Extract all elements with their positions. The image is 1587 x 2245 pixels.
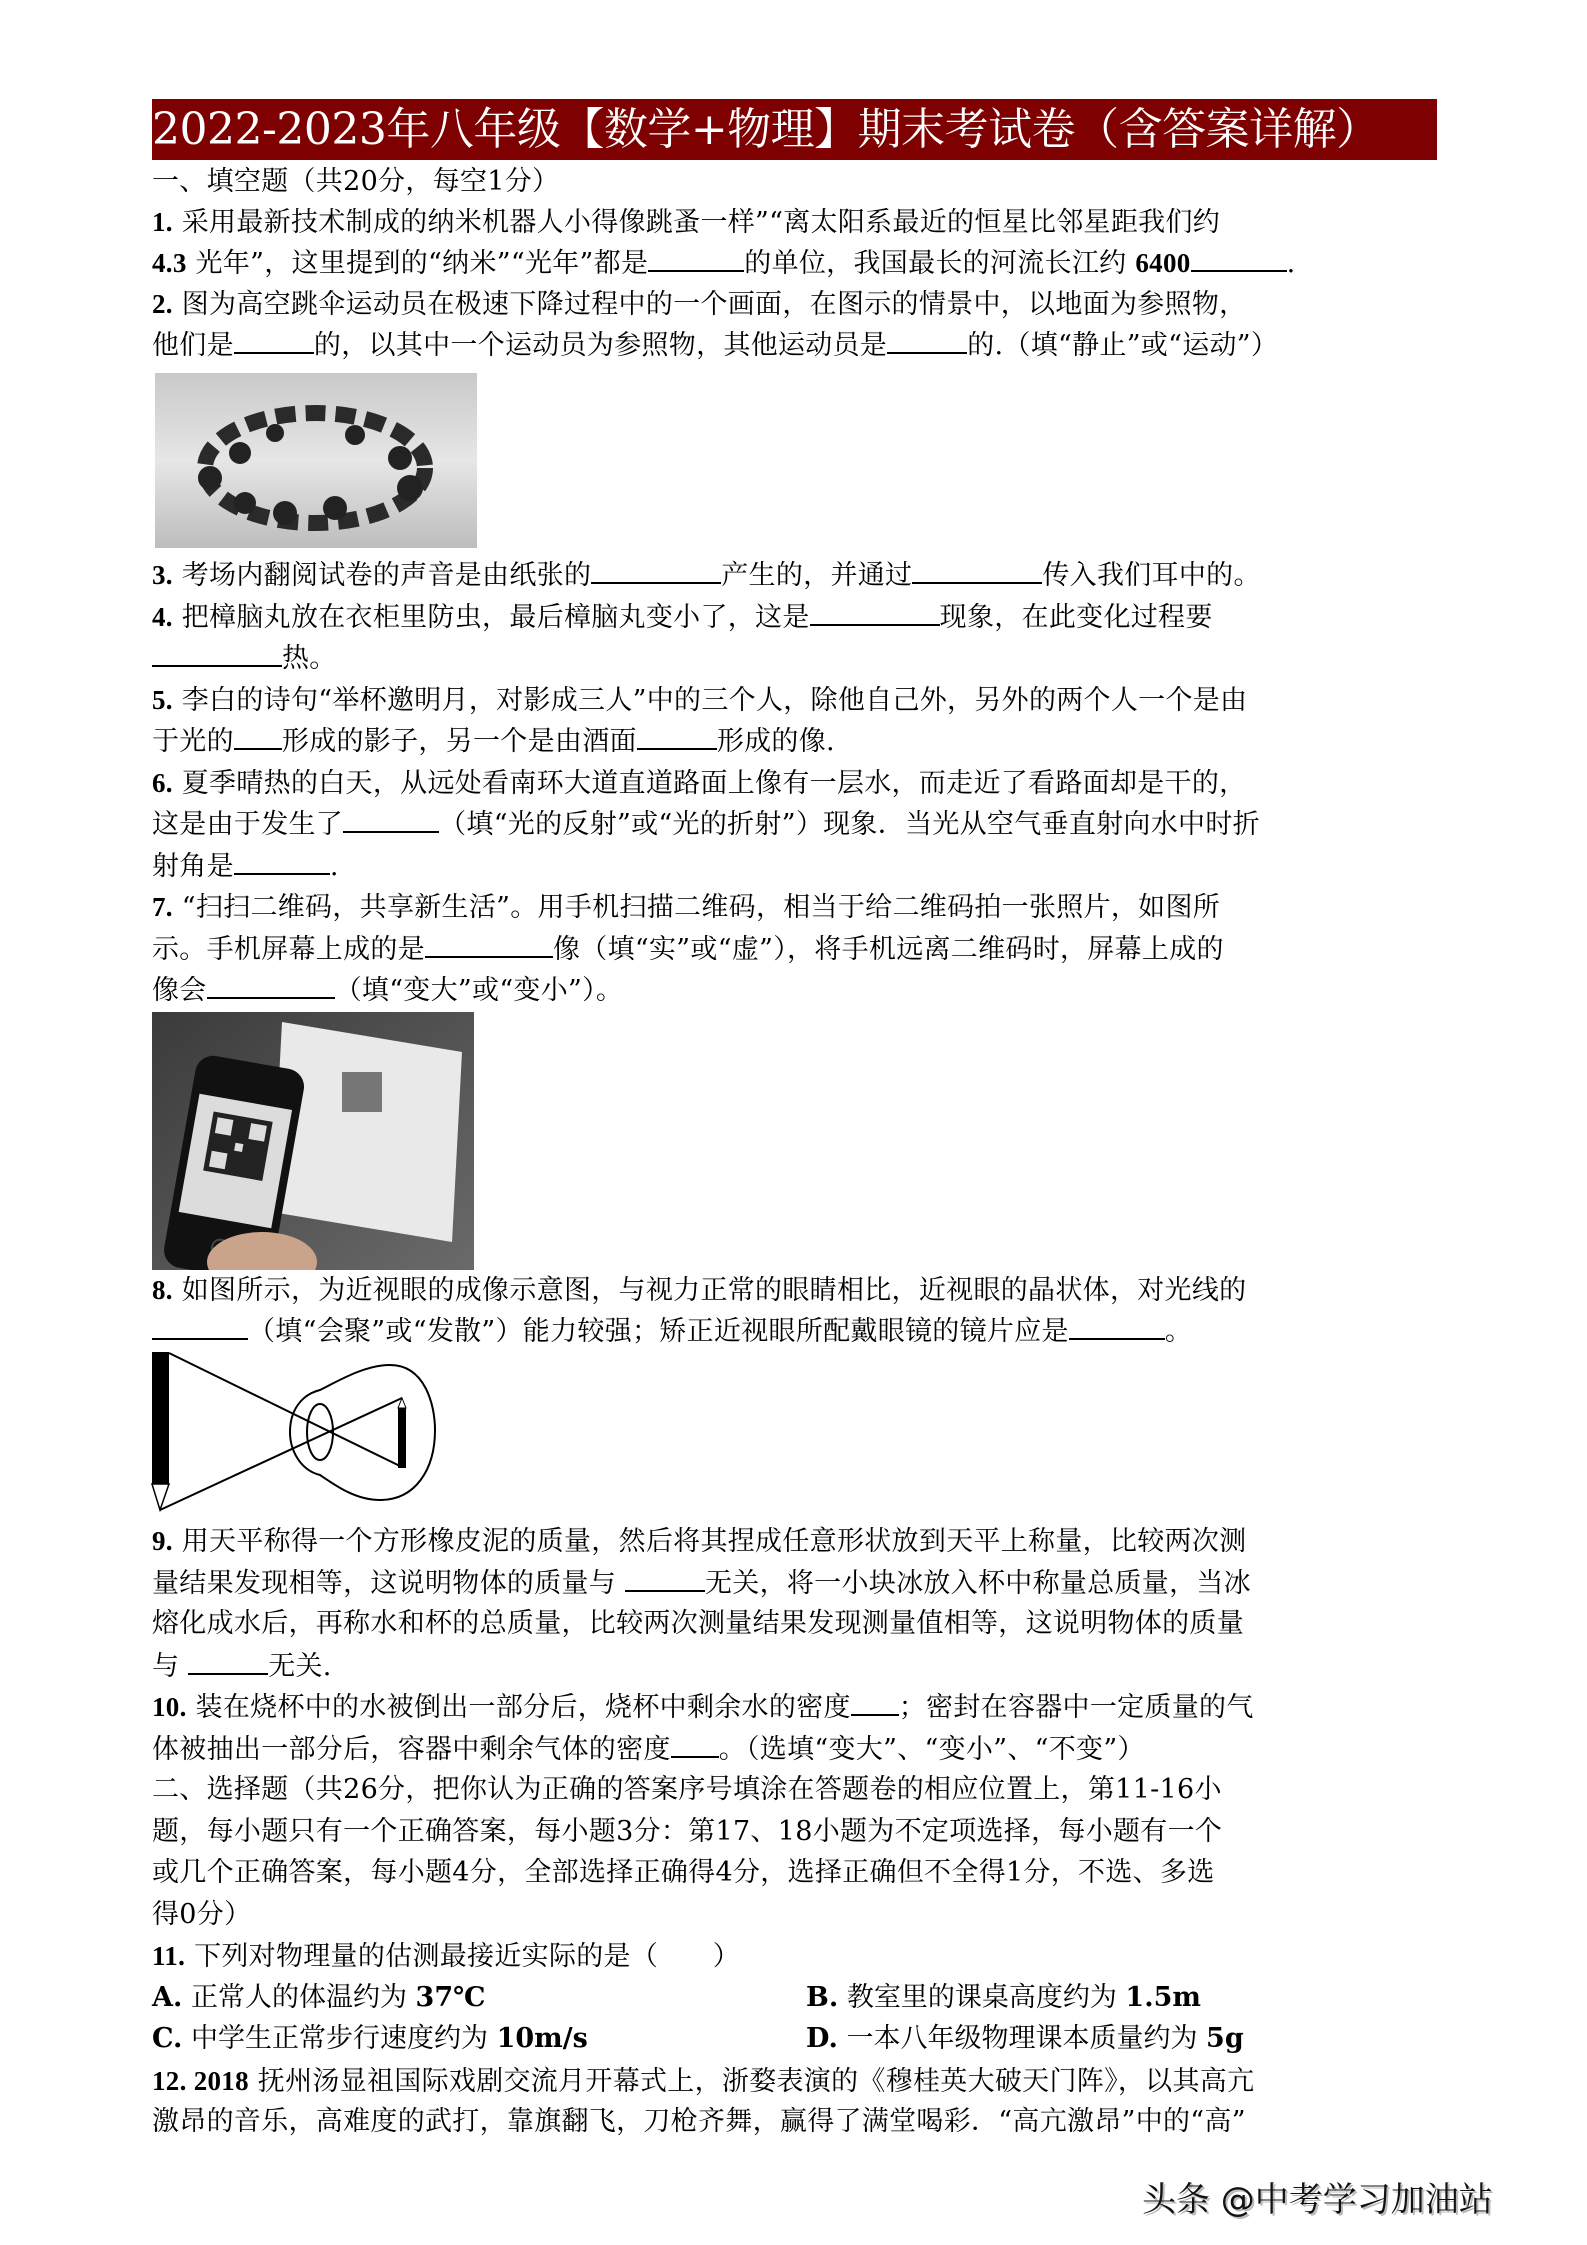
answer-blank[interactable] bbox=[207, 973, 335, 999]
section-1-heading: 一、填空题（共20分，每空1分） bbox=[152, 166, 560, 197]
question-7-line-1: 7. “扫扫二维码，共享新生活”。用手机扫描二维码，相当于给二维码拍一张照片，如图所 bbox=[152, 892, 1221, 923]
question-10-line-1: 10. 装在烧杯中的水被倒出一部分后，烧杯中剩余水的密度 ；密封在容器中一定质量的气 bbox=[152, 1692, 1254, 1723]
option-d[interactable]: D. 一本八年级物理课本质量约为 5g bbox=[806, 2023, 1244, 2054]
question-9-line-3: 熔化成水后，再称水和杯的总质量，比较两次测量结果发现测量值相等，这说明物体的质量 bbox=[152, 1608, 1244, 1639]
question-12-line-2: 激昂的音乐，高难度的武打，靠旗翻飞，刀枪齐舞，赢得了满堂喝彩．“高亢激昂”中的“高” bbox=[152, 2106, 1246, 2137]
question-12-line-1: 12. 2018 抚州汤显祖国际戏剧交流月开幕式上，浙婺表演的《穆桂英大破天门阵》，以其高亢 bbox=[152, 2066, 1255, 2097]
option-c[interactable]: C. 中学生正常步行速度约为 10m/s bbox=[152, 2023, 588, 2054]
question-number: 3. bbox=[152, 560, 173, 590]
question-2-line-1: 2. 图为高空跳伞运动员在极速下降过程中的一个画面，在图示的情景中，以地面为参照物， bbox=[152, 289, 1247, 320]
question-4-line-1: 4. 把樟脑丸放在衣柜里防虫，最后樟脑丸变小了，这是 现象，在此变化过程要 bbox=[152, 602, 1213, 633]
answer-blank[interactable] bbox=[648, 246, 744, 272]
answer-blank[interactable] bbox=[234, 724, 282, 750]
answer-blank[interactable] bbox=[591, 558, 721, 584]
question-5-line-2: 于光的 形成的影子，另一个是由酒面 形成的像. bbox=[152, 726, 835, 757]
phone-qr-photo bbox=[152, 1012, 474, 1270]
question-7-line-2: 示。手机屏幕上成的是 像（填“实”或“虚”），将手机远离二维码时，屏幕上成的 bbox=[152, 934, 1224, 965]
section-2-heading-line-4: 得0分） bbox=[152, 1899, 252, 1930]
section-2-heading-line-2: 题，每小题只有一个正确答案，每小题3分：第17、18小题为不定项选择，每小题有一个 bbox=[152, 1816, 1223, 1847]
question-2-line-2: 他们是 的，以其中一个运动员为参照物，其他运动员是 的.（填“静止”或“运动”） bbox=[152, 330, 1279, 361]
section-2-heading-line-1: 二、选择题（共26分，把你认为正确的答案序号填涂在答题卷的相应位置上，第11-16小 bbox=[152, 1774, 1222, 1805]
question-number: 10. bbox=[152, 1692, 187, 1722]
question-number: 9. bbox=[152, 1526, 173, 1556]
answer-blank[interactable] bbox=[810, 600, 940, 626]
question-number: 7. bbox=[152, 892, 173, 922]
question-number: 12. 2018 bbox=[152, 2066, 249, 2096]
question-1-line-2: 4.3 光年”，这里提到的“纳米”“光年”都是 的单位，我国最长的河流长江约 6400 . bbox=[152, 248, 1296, 279]
myopia-eye-diagram bbox=[150, 1350, 440, 1515]
watermark: 头条 @中考学习加油站 bbox=[1142, 2180, 1493, 2220]
question-number: 1. bbox=[152, 207, 173, 237]
question-8-line-1: 8. 如图所示，为近视眼的成像示意图，与视力正常的眼睛相比，近视眼的晶状体，对光线的 bbox=[152, 1275, 1247, 1306]
question-number: 8. bbox=[152, 1275, 173, 1305]
answer-blank[interactable] bbox=[234, 849, 330, 875]
question-11-stem: 11. 下列对物理量的估测最接近实际的是（ ） bbox=[152, 1941, 741, 1972]
answer-blank[interactable] bbox=[1069, 1314, 1165, 1340]
answer-blank[interactable] bbox=[912, 558, 1042, 584]
question-10-line-2: 体被抽出一部分后，容器中剩余气体的密度 。（选填“变大”、“变小”、“不变”） bbox=[152, 1734, 1145, 1765]
answer-blank[interactable] bbox=[188, 1649, 268, 1675]
answer-blank[interactable] bbox=[637, 724, 717, 750]
answer-blank[interactable] bbox=[234, 328, 314, 354]
question-9-line-1: 9. 用天平称得一个方形橡皮泥的质量，然后将其捏成任意形状放到天平上称量，比较两次测 bbox=[152, 1526, 1247, 1557]
answer-blank[interactable] bbox=[625, 1566, 705, 1592]
question-number: 11. bbox=[152, 1941, 186, 1971]
question-number: 4. bbox=[152, 602, 173, 632]
answer-blank[interactable] bbox=[152, 641, 282, 667]
answer-blank[interactable] bbox=[425, 932, 553, 958]
question-6-line-2: 这是由于发生了 （填“光的反射”或“光的折射”）现象．当光从空气垂直射向水中时折 bbox=[152, 809, 1260, 840]
option-b[interactable]: B. 教室里的课桌高度约为 1.5m bbox=[806, 1982, 1201, 2013]
question-number: 6. bbox=[152, 768, 173, 798]
question-6-line-3: 射角是 . bbox=[152, 851, 339, 882]
question-9-line-2: 量结果发现相等，这说明物体的质量与 无关，将一小块冰放入杯中称量总质量，当冰 bbox=[152, 1568, 1251, 1599]
question-5-line-1: 5. 李白的诗句“举杯邀明月，对影成三人”中的三个人，除他自己外，另外的两个人一个是由 bbox=[152, 685, 1248, 716]
skydivers-photo bbox=[155, 373, 477, 548]
answer-blank[interactable] bbox=[887, 328, 967, 354]
section-2-heading-line-3: 或几个正确答案，每小题4分，全部选择正确得4分，选择正确但不全得1分，不选、多选 bbox=[152, 1857, 1215, 1888]
answer-blank[interactable] bbox=[343, 807, 439, 833]
question-number: 5. bbox=[152, 685, 173, 715]
question-9-line-4: 与 无关. bbox=[152, 1651, 332, 1682]
document-title: 2022-2023年八年级【数学+物理】期末考试卷（含答案详解） bbox=[152, 99, 1437, 160]
answer-blank[interactable] bbox=[671, 1732, 719, 1758]
answer-blank[interactable] bbox=[851, 1690, 899, 1716]
question-1-line-1: 1. 采用最新技术制成的纳米机器人小得像跳蚤一样”“离太阳系最近的恒星比邻星距我们约 bbox=[152, 207, 1221, 238]
answer-blank[interactable] bbox=[1191, 246, 1287, 272]
question-4-line-2: 热。 bbox=[152, 641, 337, 676]
question-7-line-3: 像会 （填“变大”或“变小”）。 bbox=[152, 975, 624, 1006]
question-6-line-1: 6. 夏季晴热的白天，从远处看南环大道直道路面上像有一层水，而走近了看路面却是干的， bbox=[152, 768, 1247, 799]
question-3: 3. 考场内翻阅试卷的声音是由纸张的 产生的，并通过 传入我们耳中的。 bbox=[152, 560, 1261, 591]
question-number: 2. bbox=[152, 289, 173, 319]
option-a[interactable]: A. 正常人的体温约为 37℃ bbox=[152, 1982, 486, 2013]
question-8-line-2: （填“会聚”或“发散”）能力较强；矫正近视眼所配戴眼镜的镜片应是 。 bbox=[152, 1314, 1192, 1349]
answer-blank[interactable] bbox=[152, 1314, 248, 1340]
